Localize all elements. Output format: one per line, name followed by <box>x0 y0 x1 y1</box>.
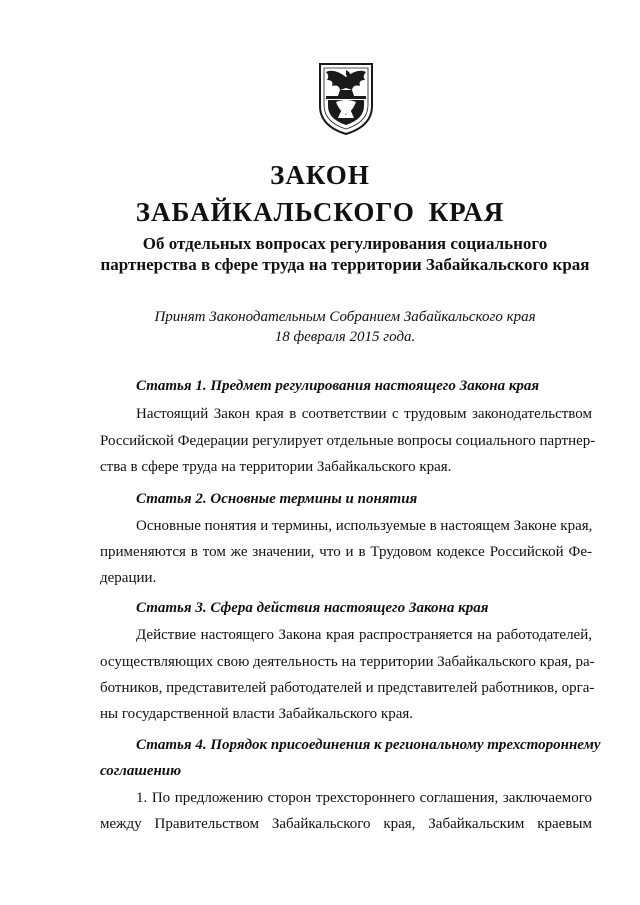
article-1-text-line: ства в сфере труда на территории Забайкальского края. <box>100 459 452 475</box>
law-title: ЗАКОН <box>270 160 370 190</box>
article-3-text-line: ботников, представителей работодателей и представителей работников, орга- <box>100 680 595 696</box>
article-3-text-line: Действие настоящего Закона края распространяется на работодателей, <box>136 627 592 643</box>
article-2-text-line: применяются в том же значении, что и в Трудовом кодексе Российской Фе- <box>100 544 592 560</box>
law-subtitle-line-2: партнерства в сфере труда на территории Забайкальского края <box>100 255 590 274</box>
article-1-text-line: Настоящий Закон края в соответствии с трудовым законодательством <box>136 406 592 422</box>
article-3-text-line: осуществляющих свою деятельность на территории Забайкальского края, ра- <box>100 654 595 670</box>
article-4-heading-continuation: соглашению <box>100 763 182 779</box>
law-subtitle-line-1: Об отдельных вопросах регулирования социального <box>142 234 548 253</box>
article-4-text-line: между Правительством Забайкальского края, Забайкальским краевым <box>100 816 592 832</box>
article-1-heading: Статья 1. Предмет регулирования настоящего Закона края <box>136 378 540 394</box>
adoption-date: 18 февраля 2015 года. <box>274 329 416 345</box>
article-3-text-line: ны государственной власти Забайкальского края. <box>100 706 414 722</box>
article-2-heading: Статья 2. Основные термины и понятия <box>136 491 418 507</box>
adoption-note-line-1: Принят Законодательным Собранием Забайкальского края <box>154 309 536 325</box>
article-2-text-line: дерации. <box>100 570 157 586</box>
article-2-text-line: Основные понятия и термины, используемые в настоящем Законе края, <box>136 518 593 534</box>
article-1-text-line: Российской Федерации регулирует отдельные вопросы социального партнер- <box>100 433 596 449</box>
article-3-heading: Статья 3. Сфера действия настоящего Закона края <box>136 600 489 616</box>
article-4-heading: Статья 4. Порядок присоединения к региональному трехстороннему <box>136 737 601 753</box>
coat-of-arms-icon <box>318 62 374 136</box>
law-region-title: ЗАБАЙКАЛЬСКОГО КРАЯ <box>135 197 505 227</box>
article-4-text-line: 1. По предложению сторон трехстороннего соглашения, заключаемого <box>136 790 592 806</box>
